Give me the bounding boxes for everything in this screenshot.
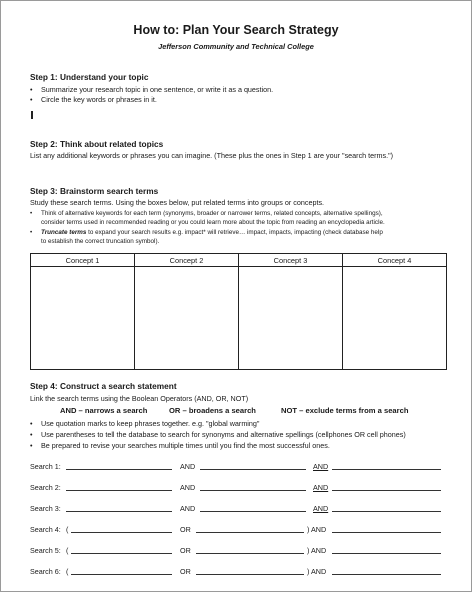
search-term-field[interactable] bbox=[200, 483, 306, 491]
search-operator: OR bbox=[180, 567, 191, 576]
search-term-field[interactable] bbox=[332, 525, 441, 533]
step3-bullet-cont: to establish the correct truncation symbol). bbox=[41, 238, 160, 245]
step4-heading: Step 4: Construct a search statement bbox=[30, 381, 177, 391]
concept-cell[interactable] bbox=[343, 267, 447, 370]
open-paren: ( bbox=[66, 525, 69, 534]
boolean-not: NOT – exclude terms from a search bbox=[281, 406, 409, 415]
search-term-field[interactable] bbox=[71, 525, 172, 533]
search-term-field[interactable] bbox=[332, 546, 441, 554]
search-term-field[interactable] bbox=[200, 462, 306, 470]
step2-text: List any additional keywords or phrases you can imagine. (These plus the ones in Step 1 are your "search terms.") bbox=[30, 151, 394, 160]
search-label: Search 4: bbox=[30, 525, 61, 534]
search-operator: AND bbox=[180, 462, 196, 471]
step4-bullet: • Be prepared to revise your searches multiple times until you find the most successful ones. bbox=[30, 441, 330, 450]
search-operator: AND bbox=[180, 483, 196, 492]
step3-bullet-cont: consider terms used in recommended reading or you could learn more about the topic from reading an encyclopedia article. bbox=[41, 219, 385, 226]
search-term-field[interactable] bbox=[200, 504, 306, 512]
page-subtitle: Jefferson Community and Technical College bbox=[158, 42, 314, 51]
step3-intro: Study these search terms. Using the boxes below, put related terms into groups or concepts. bbox=[30, 198, 325, 207]
concept-header: Concept 4 bbox=[343, 254, 447, 267]
step3-bullet: • Think of alternative keywords for each term (synonyms, broader or narrower terms, related concepts, alternative spellings), bbox=[30, 210, 383, 217]
step4-bullet: • Use quotation marks to keep phrases together. e.g. "global warming" bbox=[30, 419, 260, 428]
search-term-field[interactable] bbox=[66, 504, 172, 512]
search-operator: AND bbox=[180, 504, 196, 513]
search-term-field[interactable] bbox=[196, 546, 304, 554]
concept-header: Concept 3 bbox=[239, 254, 343, 267]
search-operator: ) AND bbox=[307, 567, 327, 576]
concept-cell[interactable] bbox=[135, 267, 239, 370]
search-label: Search 5: bbox=[30, 546, 61, 555]
text-cursor bbox=[31, 111, 33, 119]
search-term-field[interactable] bbox=[196, 567, 304, 575]
step1-bullet: • Summarize your research topic in one sentence, or write it as a question. bbox=[30, 85, 274, 94]
search-term-field[interactable] bbox=[332, 504, 441, 512]
boolean-and: AND – narrows a search bbox=[60, 406, 148, 415]
open-paren: ( bbox=[66, 546, 69, 555]
step1-heading: Step 1: Understand your topic bbox=[30, 72, 149, 82]
search-term-field[interactable] bbox=[71, 546, 172, 554]
search-operator: ) AND bbox=[307, 546, 327, 555]
search-label: Search 6: bbox=[30, 567, 61, 576]
step3-heading: Step 3: Brainstorm search terms bbox=[30, 186, 159, 196]
search-operator: AND bbox=[313, 504, 329, 513]
search-term-field[interactable] bbox=[66, 483, 172, 491]
concept-header: Concept 1 bbox=[31, 254, 135, 267]
step2-heading: Step 2: Think about related topics bbox=[30, 139, 164, 149]
search-operator: OR bbox=[180, 546, 191, 555]
concept-cell[interactable] bbox=[31, 267, 135, 370]
search-label: Search 2: bbox=[30, 483, 61, 492]
step4-bullet: • Use parentheses to tell the database to search for synonyms and alternative spellings (cellphones OR cell phones) bbox=[30, 430, 406, 439]
search-operator: OR bbox=[180, 525, 191, 534]
search-term-field[interactable] bbox=[71, 567, 172, 575]
step1-bullet: • Circle the key words or phrases in it. bbox=[30, 95, 157, 104]
step3-bullet: • Truncate terms to expand your search results e.g. impact* will retrieve… impact, impacts, impacting (check database help bbox=[30, 229, 383, 236]
search-operator: AND bbox=[313, 462, 329, 471]
search-term-field[interactable] bbox=[332, 483, 441, 491]
concepts-table bbox=[30, 253, 447, 370]
search-label: Search 1: bbox=[30, 462, 61, 471]
search-label: Search 3: bbox=[30, 504, 61, 513]
search-term-field[interactable] bbox=[332, 462, 441, 470]
search-operator: ) AND bbox=[307, 525, 327, 534]
search-term-field[interactable] bbox=[332, 567, 441, 575]
concept-cell[interactable] bbox=[239, 267, 343, 370]
step4-intro: Link the search terms using the Boolean Operators (AND, OR, NOT) bbox=[30, 394, 249, 403]
open-paren: ( bbox=[66, 567, 69, 576]
search-term-field[interactable] bbox=[66, 462, 172, 470]
search-operator: AND bbox=[313, 483, 329, 492]
concept-header: Concept 2 bbox=[135, 254, 239, 267]
page-title: How to: Plan Your Search Strategy bbox=[133, 23, 339, 37]
boolean-or: OR – broadens a search bbox=[169, 406, 256, 415]
search-term-field[interactable] bbox=[196, 525, 304, 533]
